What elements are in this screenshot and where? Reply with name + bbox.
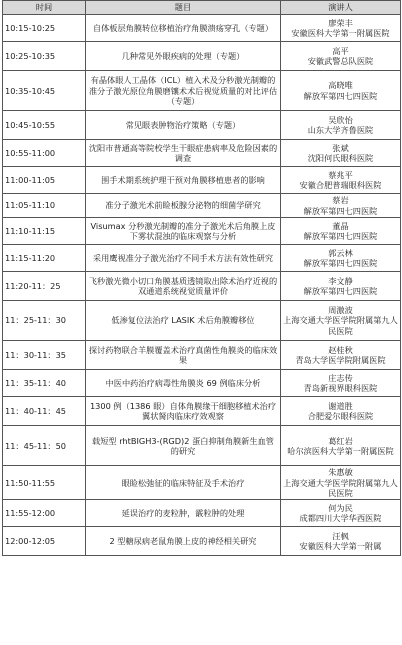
speaker-cell [281,167,401,194]
speaker-affiliation: 解放军第四七四医院 [303,205,378,216]
speaker-affiliation: 安徽医科大学第一附属医院 [291,28,390,38]
topic-cell: 探讨药物联合羊膜覆盖术治疗真菌性角膜炎的临床效果 [86,340,281,369]
topic-cell: 2 型糖尿病老鼠角膜上皮的神经相关研究 [86,526,281,555]
speaker-affiliation: 解放军第四七四医院 [303,285,378,296]
speaker-name: 蔡兆平 [328,170,353,181]
speaker-affiliation: 沈阳何氏眼科医院 [307,153,374,164]
table-row [3,71,401,111]
speaker-affiliation: 安徽医科大学第一附属 [299,541,382,552]
speaker-cell [281,526,401,555]
speaker-cell [281,370,401,397]
speaker-name: 周激波 [328,305,353,316]
topic-cell: 低渗复位法治疗 LASIK 术后角膜瓣移位 [86,300,281,340]
topic-cell: 自体板层角膜转位移植治疗角膜溃疡穿孔（专题） [86,15,281,42]
speaker-affiliation: 青岛大学医学院附属医院 [295,355,386,366]
speaker-cell [281,15,401,42]
speaker-cell [281,111,401,140]
topic-cell: 眼睑松弛征的临床特征及手术治疗 [86,466,281,500]
speaker-affiliation: 合肥爱尔眼科医院 [307,411,374,422]
table-row [3,340,401,369]
speaker-cell [281,71,401,111]
table-row [3,42,401,71]
speaker-affiliation: 安徽合肥普瑞眼科医院 [299,180,382,191]
speaker-cell [281,140,401,167]
time-cell: 10:15-10:25 [3,15,86,42]
speaker-cell [281,397,401,426]
time-cell: 11：30-11：35 [3,340,86,369]
topic-cell: 几种常见外眼疾病的处理（专题） [86,42,281,71]
topic-cell: 采用鹰视准分子激光治疗不同手术方法有效性研究 [86,244,281,271]
speaker-name: 郭云林 [328,247,353,258]
table-row [3,426,401,466]
speaker-name: 吴欣怡 [328,115,353,126]
speaker-affiliation: 哈尔滨医科大学第一附属医院 [287,445,394,456]
speaker-affiliation: 上海交通大学医学院附属第九人民医院 [283,477,398,498]
table-row [3,244,401,271]
speaker-affiliation: 青岛新视界眼科医院 [303,383,378,394]
time-cell: 10:45-10:55 [3,111,86,140]
table-row [3,194,401,217]
header-time: 时间 [3,1,86,15]
table-row [3,300,401,340]
speaker-name: 汪枫 [332,530,349,541]
time-cell: 11：40-11：45 [3,397,86,426]
speaker-cell [281,300,401,340]
speaker-cell [281,499,401,526]
speaker-cell [281,466,401,500]
speaker-cell [281,42,401,71]
speaker-affiliation: 成都四川大学华西医院 [299,512,382,523]
time-cell: 11:20-11：25 [3,271,86,300]
topic-cell: Visumax 分秒激光制瓣的准分子激光术后角膜上皮下雾状混浊的临床观察与分析 [86,217,281,244]
header-speaker: 演讲人 [281,1,401,15]
schedule-table [2,0,401,556]
time-cell: 10:55-11:00 [3,140,86,167]
speaker-name: 葛红岩 [328,435,353,446]
speaker-name: 高平 [332,45,349,56]
speaker-affiliation: 解放军第四七四医院 [303,90,378,101]
table-row [3,466,401,500]
topic-cell: 沈阳市普通高等院校学生干眼症患病率及危险因素的调查 [86,140,281,167]
speaker-cell [281,271,401,300]
speaker-name: 庄志传 [328,372,353,383]
time-cell: 11:55-12:00 [3,499,86,526]
topic-cell: 载短型 rhtBIGH3-(RGD)2 蛋白抑制角膜新生血管的研究 [86,426,281,466]
topic-cell: 延误治疗的麦粒肿，霰粒肿的处理 [86,499,281,526]
table-row [3,526,401,555]
topic-cell: 中医中药治疗病毒性角膜炎 69 例临床分析 [86,370,281,397]
speaker-cell [281,244,401,271]
time-cell: 10:35-10:45 [3,71,86,111]
time-cell: 11：45-11：50 [3,426,86,466]
speaker-cell [281,340,401,369]
speaker-affiliation: 解放军第四七四医院 [303,257,378,268]
speaker-name: 何为民 [328,502,353,513]
speaker-name: 赵桂秋 [328,344,353,355]
speaker-name: 谢道胜 [328,401,353,412]
schedule-body [3,15,401,556]
speaker-name: 朱惠敏 [328,467,353,478]
speaker-name: 蔡岩 [332,195,349,206]
speaker-name: 张斌 [332,143,349,154]
speaker-cell [281,194,401,217]
time-cell: 11:50-11:55 [3,466,86,500]
topic-cell: 飞秒激光微小切口角膜基质透镜取出除术治疗近视的双通道系统视觉质量评价 [86,271,281,300]
table-row [3,167,401,194]
table-row [3,111,401,140]
speaker-affiliation: 解放军第四七四医院 [303,230,378,241]
topic-cell: 有晶体眼人工晶体（ICL）植入术及分秒激光制瓣的准分子激光原位角膜磨镶术术后视觉质量的对比评估（专题） [86,71,281,111]
time-cell: 11：35-11：40 [3,370,86,397]
topic-cell: 围手术期系统护理干预对角膜移植患者的影响 [86,167,281,194]
time-cell: 11：25-11：30 [3,300,86,340]
table-row [3,15,401,42]
speaker-name: 廖荣丰 [328,17,353,28]
table-row [3,217,401,244]
speaker-name: 李文静 [328,275,353,286]
table-row [3,140,401,167]
table-row [3,271,401,300]
header-row [3,1,401,15]
time-cell: 11:05-11:10 [3,194,86,217]
speaker-name: 董晶 [332,220,349,231]
topic-cell: 常见眼表肿物治疗策略（专题） [86,111,281,140]
table-row [3,370,401,397]
speaker-affiliation: 上海交通大学医学院附属第九人民医院 [283,315,398,336]
speaker-name: 高晓唯 [328,80,353,91]
speaker-cell [281,426,401,466]
time-cell: 10:25-10:35 [3,42,86,71]
time-cell: 11:15-11:20 [3,244,86,271]
speaker-cell [281,217,401,244]
topic-cell: 准分子激光术前睑板腺分泌物的细菌学研究 [86,194,281,217]
header-topic: 题目 [86,1,281,15]
time-cell: 11:00-11:05 [3,167,86,194]
time-cell: 11:10-11:15 [3,217,86,244]
speaker-affiliation: 安徽武警总队医院 [307,56,374,67]
table-row [3,499,401,526]
speaker-affiliation: 山东大学齐鲁医院 [307,125,374,136]
table-row [3,397,401,426]
time-cell: 12:00-12:05 [3,526,86,555]
topic-cell: 1300 例（1386 眼）自体角膜缘干细胞移植术治疗翼状胬肉临床疗效观察 [86,397,281,426]
